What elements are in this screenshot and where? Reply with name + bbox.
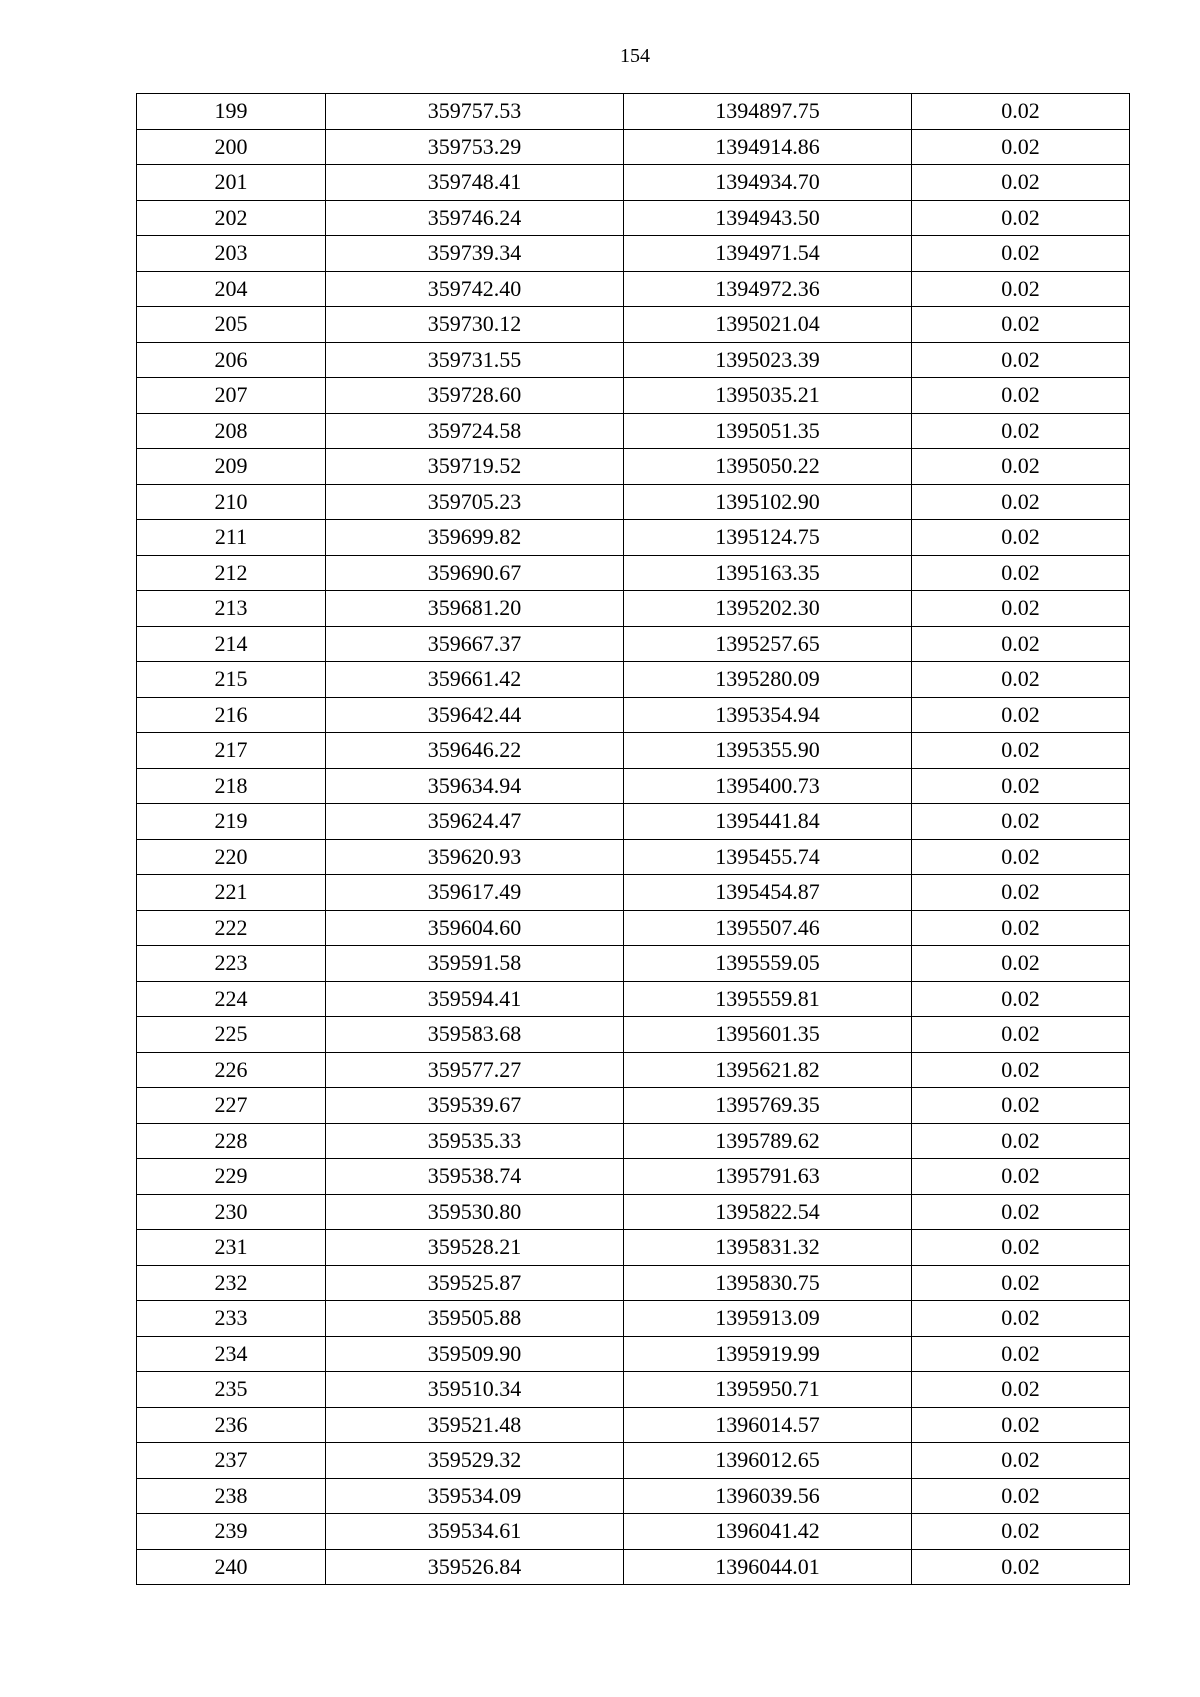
y-coordinate-cell: 1395050.22: [624, 449, 912, 485]
point-number-cell: 229: [137, 1159, 326, 1195]
x-coordinate-cell: 359529.32: [326, 1443, 624, 1479]
point-number-cell: 210: [137, 484, 326, 520]
x-coordinate-cell: 359739.34: [326, 236, 624, 272]
point-number-cell: 226: [137, 1052, 326, 1088]
table-row: [137, 413, 1130, 449]
x-coordinate-cell: 359539.67: [326, 1088, 624, 1124]
table-row: [137, 1478, 1130, 1514]
point-number-cell: 199: [137, 94, 326, 130]
x-coordinate-cell: 359534.09: [326, 1478, 624, 1514]
point-number-cell: 200: [137, 129, 326, 165]
y-coordinate-cell: 1395559.05: [624, 946, 912, 982]
y-coordinate-cell: 1395830.75: [624, 1265, 912, 1301]
x-coordinate-cell: 359538.74: [326, 1159, 624, 1195]
y-coordinate-cell: 1395789.62: [624, 1123, 912, 1159]
x-coordinate-cell: 359699.82: [326, 520, 624, 556]
point-number-cell: 204: [137, 271, 326, 307]
y-coordinate-cell: 1396039.56: [624, 1478, 912, 1514]
error-cell: 0.02: [912, 1159, 1130, 1195]
error-cell: 0.02: [912, 768, 1130, 804]
table-row: [137, 129, 1130, 165]
error-cell: 0.02: [912, 1336, 1130, 1372]
table-row: [137, 768, 1130, 804]
x-coordinate-cell: 359667.37: [326, 626, 624, 662]
x-coordinate-cell: 359634.94: [326, 768, 624, 804]
x-coordinate-cell: 359705.23: [326, 484, 624, 520]
x-coordinate-cell: 359642.44: [326, 697, 624, 733]
x-coordinate-cell: 359724.58: [326, 413, 624, 449]
y-coordinate-cell: 1395280.09: [624, 662, 912, 698]
error-cell: 0.02: [912, 981, 1130, 1017]
x-coordinate-cell: 359742.40: [326, 271, 624, 307]
table-row: [137, 1372, 1130, 1408]
y-coordinate-cell: 1394972.36: [624, 271, 912, 307]
error-cell: 0.02: [912, 591, 1130, 627]
point-number-cell: 203: [137, 236, 326, 272]
x-coordinate-cell: 359594.41: [326, 981, 624, 1017]
table-row: [137, 1407, 1130, 1443]
x-coordinate-cell: 359690.67: [326, 555, 624, 591]
table-row: [137, 1336, 1130, 1372]
error-cell: 0.02: [912, 662, 1130, 698]
error-cell: 0.02: [912, 1123, 1130, 1159]
table-row: [137, 1549, 1130, 1585]
y-coordinate-cell: 1395441.84: [624, 804, 912, 840]
y-coordinate-cell: 1395454.87: [624, 875, 912, 911]
error-cell: 0.02: [912, 910, 1130, 946]
point-number-cell: 215: [137, 662, 326, 698]
x-coordinate-cell: 359530.80: [326, 1194, 624, 1230]
y-coordinate-cell: 1395919.99: [624, 1336, 912, 1372]
table-row: [137, 1088, 1130, 1124]
point-number-cell: 220: [137, 839, 326, 875]
coordinates-table: [136, 93, 1130, 1585]
error-cell: 0.02: [912, 165, 1130, 201]
error-cell: 0.02: [912, 1514, 1130, 1550]
table-row: [137, 94, 1130, 130]
y-coordinate-cell: 1396041.42: [624, 1514, 912, 1550]
table-row: [137, 875, 1130, 911]
point-number-cell: 211: [137, 520, 326, 556]
table-row: [137, 1194, 1130, 1230]
error-cell: 0.02: [912, 626, 1130, 662]
x-coordinate-cell: 359604.60: [326, 910, 624, 946]
table-row: [137, 555, 1130, 591]
point-number-cell: 202: [137, 200, 326, 236]
table-row: [137, 449, 1130, 485]
point-number-cell: 222: [137, 910, 326, 946]
table-row: [137, 1265, 1130, 1301]
point-number-cell: 227: [137, 1088, 326, 1124]
table-row: [137, 378, 1130, 414]
error-cell: 0.02: [912, 129, 1130, 165]
x-coordinate-cell: 359535.33: [326, 1123, 624, 1159]
error-cell: 0.02: [912, 484, 1130, 520]
table-row: [137, 1301, 1130, 1337]
error-cell: 0.02: [912, 200, 1130, 236]
table-row: [137, 626, 1130, 662]
table-row: [137, 910, 1130, 946]
error-cell: 0.02: [912, 1372, 1130, 1408]
x-coordinate-cell: 359525.87: [326, 1265, 624, 1301]
point-number-cell: 213: [137, 591, 326, 627]
y-coordinate-cell: 1395400.73: [624, 768, 912, 804]
y-coordinate-cell: 1395355.90: [624, 733, 912, 769]
error-cell: 0.02: [912, 94, 1130, 130]
error-cell: 0.02: [912, 1443, 1130, 1479]
point-number-cell: 217: [137, 733, 326, 769]
x-coordinate-cell: 359526.84: [326, 1549, 624, 1585]
point-number-cell: 212: [137, 555, 326, 591]
point-number-cell: 239: [137, 1514, 326, 1550]
y-coordinate-cell: 1396012.65: [624, 1443, 912, 1479]
error-cell: 0.02: [912, 1265, 1130, 1301]
point-number-cell: 208: [137, 413, 326, 449]
x-coordinate-cell: 359728.60: [326, 378, 624, 414]
y-coordinate-cell: 1395354.94: [624, 697, 912, 733]
point-number-cell: 205: [137, 307, 326, 343]
error-cell: 0.02: [912, 413, 1130, 449]
point-number-cell: 236: [137, 1407, 326, 1443]
table-body: [137, 94, 1130, 1585]
table-row: [137, 697, 1130, 733]
point-number-cell: 221: [137, 875, 326, 911]
y-coordinate-cell: 1395202.30: [624, 591, 912, 627]
table-row: [137, 981, 1130, 1017]
table-row: [137, 839, 1130, 875]
y-coordinate-cell: 1395257.65: [624, 626, 912, 662]
y-coordinate-cell: 1395021.04: [624, 307, 912, 343]
x-coordinate-cell: 359746.24: [326, 200, 624, 236]
error-cell: 0.02: [912, 1017, 1130, 1053]
y-coordinate-cell: 1395791.63: [624, 1159, 912, 1195]
table-row: [137, 236, 1130, 272]
y-coordinate-cell: 1395913.09: [624, 1301, 912, 1337]
table-row: [137, 946, 1130, 982]
error-cell: 0.02: [912, 236, 1130, 272]
x-coordinate-cell: 359528.21: [326, 1230, 624, 1266]
y-coordinate-cell: 1394914.86: [624, 129, 912, 165]
y-coordinate-cell: 1395035.21: [624, 378, 912, 414]
point-number-cell: 218: [137, 768, 326, 804]
y-coordinate-cell: 1395950.71: [624, 1372, 912, 1408]
error-cell: 0.02: [912, 1088, 1130, 1124]
table-row: [137, 1159, 1130, 1195]
x-coordinate-cell: 359505.88: [326, 1301, 624, 1337]
y-coordinate-cell: 1395822.54: [624, 1194, 912, 1230]
error-cell: 0.02: [912, 1194, 1130, 1230]
page-number: 154: [620, 45, 650, 67]
error-cell: 0.02: [912, 804, 1130, 840]
error-cell: 0.02: [912, 1301, 1130, 1337]
error-cell: 0.02: [912, 378, 1130, 414]
table-row: [137, 342, 1130, 378]
x-coordinate-cell: 359757.53: [326, 94, 624, 130]
error-cell: 0.02: [912, 449, 1130, 485]
y-coordinate-cell: 1395601.35: [624, 1017, 912, 1053]
y-coordinate-cell: 1394934.70: [624, 165, 912, 201]
error-cell: 0.02: [912, 271, 1130, 307]
x-coordinate-cell: 359534.61: [326, 1514, 624, 1550]
point-number-cell: 223: [137, 946, 326, 982]
table-row: [137, 520, 1130, 556]
error-cell: 0.02: [912, 1407, 1130, 1443]
y-coordinate-cell: 1395455.74: [624, 839, 912, 875]
x-coordinate-cell: 359591.58: [326, 946, 624, 982]
table-row: [137, 733, 1130, 769]
x-coordinate-cell: 359681.20: [326, 591, 624, 627]
y-coordinate-cell: 1395163.35: [624, 555, 912, 591]
x-coordinate-cell: 359617.49: [326, 875, 624, 911]
x-coordinate-cell: 359577.27: [326, 1052, 624, 1088]
error-cell: 0.02: [912, 839, 1130, 875]
error-cell: 0.02: [912, 342, 1130, 378]
point-number-cell: 219: [137, 804, 326, 840]
y-coordinate-cell: 1395051.35: [624, 413, 912, 449]
x-coordinate-cell: 359730.12: [326, 307, 624, 343]
table-row: [137, 484, 1130, 520]
point-number-cell: 231: [137, 1230, 326, 1266]
point-number-cell: 207: [137, 378, 326, 414]
x-coordinate-cell: 359646.22: [326, 733, 624, 769]
x-coordinate-cell: 359583.68: [326, 1017, 624, 1053]
error-cell: 0.02: [912, 307, 1130, 343]
y-coordinate-cell: 1394943.50: [624, 200, 912, 236]
table-row: [137, 307, 1130, 343]
x-coordinate-cell: 359753.29: [326, 129, 624, 165]
error-cell: 0.02: [912, 946, 1130, 982]
point-number-cell: 240: [137, 1549, 326, 1585]
table-row: [137, 165, 1130, 201]
point-number-cell: 232: [137, 1265, 326, 1301]
y-coordinate-cell: 1394897.75: [624, 94, 912, 130]
table-row: [137, 1230, 1130, 1266]
point-number-cell: 209: [137, 449, 326, 485]
x-coordinate-cell: 359731.55: [326, 342, 624, 378]
point-number-cell: 238: [137, 1478, 326, 1514]
y-coordinate-cell: 1395507.46: [624, 910, 912, 946]
table-row: [137, 1443, 1130, 1479]
y-coordinate-cell: 1396044.01: [624, 1549, 912, 1585]
y-coordinate-cell: 1395621.82: [624, 1052, 912, 1088]
error-cell: 0.02: [912, 1478, 1130, 1514]
point-number-cell: 234: [137, 1336, 326, 1372]
point-number-cell: 230: [137, 1194, 326, 1230]
point-number-cell: 224: [137, 981, 326, 1017]
table-row: [137, 1514, 1130, 1550]
y-coordinate-cell: 1395023.39: [624, 342, 912, 378]
table-row: [137, 271, 1130, 307]
table-row: [137, 591, 1130, 627]
point-number-cell: 214: [137, 626, 326, 662]
point-number-cell: 237: [137, 1443, 326, 1479]
x-coordinate-cell: 359719.52: [326, 449, 624, 485]
point-number-cell: 201: [137, 165, 326, 201]
point-number-cell: 233: [137, 1301, 326, 1337]
x-coordinate-cell: 359521.48: [326, 1407, 624, 1443]
error-cell: 0.02: [912, 697, 1130, 733]
y-coordinate-cell: 1395769.35: [624, 1088, 912, 1124]
error-cell: 0.02: [912, 1230, 1130, 1266]
x-coordinate-cell: 359624.47: [326, 804, 624, 840]
y-coordinate-cell: 1395124.75: [624, 520, 912, 556]
table-row: [137, 662, 1130, 698]
error-cell: 0.02: [912, 1549, 1130, 1585]
y-coordinate-cell: 1394971.54: [624, 236, 912, 272]
point-number-cell: 228: [137, 1123, 326, 1159]
point-number-cell: 206: [137, 342, 326, 378]
table-row: [137, 200, 1130, 236]
x-coordinate-cell: 359748.41: [326, 165, 624, 201]
y-coordinate-cell: 1395831.32: [624, 1230, 912, 1266]
error-cell: 0.02: [912, 555, 1130, 591]
x-coordinate-cell: 359510.34: [326, 1372, 624, 1408]
error-cell: 0.02: [912, 733, 1130, 769]
y-coordinate-cell: 1395102.90: [624, 484, 912, 520]
table-row: [137, 1052, 1130, 1088]
y-coordinate-cell: 1396014.57: [624, 1407, 912, 1443]
table-row: [137, 804, 1130, 840]
point-number-cell: 225: [137, 1017, 326, 1053]
x-coordinate-cell: 359620.93: [326, 839, 624, 875]
error-cell: 0.02: [912, 1052, 1130, 1088]
error-cell: 0.02: [912, 875, 1130, 911]
point-number-cell: 216: [137, 697, 326, 733]
point-number-cell: 235: [137, 1372, 326, 1408]
table-row: [137, 1017, 1130, 1053]
y-coordinate-cell: 1395559.81: [624, 981, 912, 1017]
x-coordinate-cell: 359661.42: [326, 662, 624, 698]
x-coordinate-cell: 359509.90: [326, 1336, 624, 1372]
error-cell: 0.02: [912, 520, 1130, 556]
table-row: [137, 1123, 1130, 1159]
